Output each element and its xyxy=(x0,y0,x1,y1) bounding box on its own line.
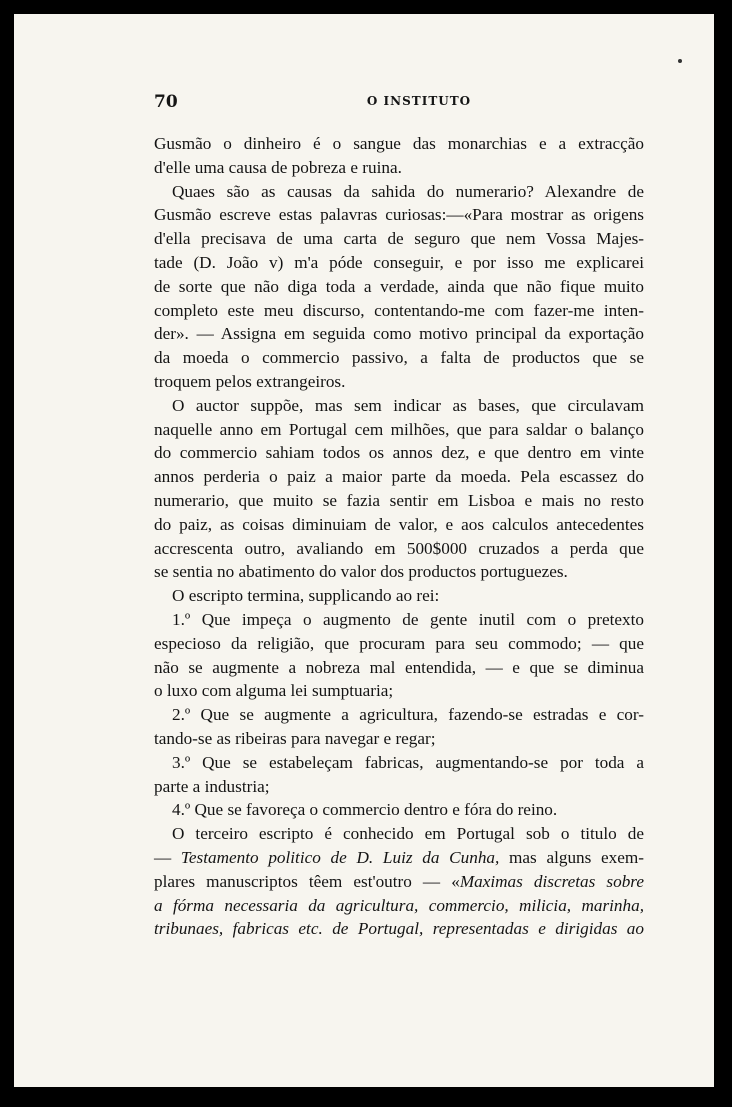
text-line: O auctor suppõe, mas sem indicar as bases, que circulavam xyxy=(172,395,644,415)
text-line: do paiz, as coisas diminuiam de valor, e aos calculos antecedentes xyxy=(154,514,644,534)
text-line: tando-se as ribeiras para navegar e regar; xyxy=(154,728,436,748)
text-line xyxy=(154,846,644,870)
text-line: Quaes são as causas da sahida do numerario? Alexandre de xyxy=(172,181,644,201)
text-line: da moeda o commercio passivo, a falta de productos que se xyxy=(154,348,644,368)
text-line: não se augmente a nobreza mal entendida, — e que se diminua xyxy=(154,657,644,677)
text-line: O terceiro escripto é conhecido em Portugal sob o titulo de xyxy=(172,824,644,844)
text-line: d'ella precisava de uma carta de seguro que nem Vossa Majes- xyxy=(154,229,644,249)
text-line: d'elle uma causa de pobreza e ruina. xyxy=(154,157,402,177)
text-line: completo este meu discurso, contentando-me com fazer-me inten- xyxy=(154,300,644,320)
body-text xyxy=(154,132,644,941)
text-line: 4.º Que se favoreça o commercio dentro e fóra do reino. xyxy=(172,800,558,820)
text-run: plares manuscriptos têem est'outro — « xyxy=(154,871,460,891)
text-line: Gusmão o dinheiro é o sangue das monarchias e a extracção xyxy=(154,134,644,153)
text-line: O escripto termina, supplicando ao rei: xyxy=(172,586,440,606)
text-line: accrescenta outro, avaliando em 500$000 cruzados a perda que xyxy=(154,538,644,558)
paragraph xyxy=(154,584,644,608)
text-run: — xyxy=(154,847,181,867)
text-line: tribunaes, fabricas etc. de Portugal, representadas e dirigidas ao xyxy=(154,919,644,939)
page-header xyxy=(154,92,644,114)
text-line: 2.º Que se augmente a agricultura, fazendo-se estradas e cor- xyxy=(172,705,644,725)
paragraph xyxy=(154,180,644,394)
paragraph xyxy=(154,822,644,941)
text-line: troquem pelos extrangeiros. xyxy=(154,371,346,391)
text-line: 3.º Que se estabeleçam fabricas, augmentando-se por toda a xyxy=(172,752,644,772)
text-line: naquelle anno em Portugal cem milhões, que para saldar o balanço xyxy=(154,419,644,439)
page-number: 70 xyxy=(154,92,178,112)
list-item xyxy=(154,798,644,822)
book-title: Testamento politico de D. Luiz da Cunha, xyxy=(180,847,500,867)
paragraph xyxy=(154,132,644,180)
print-speck xyxy=(678,59,682,63)
text-line: o luxo com alguma lei sumptuaria; xyxy=(154,681,394,701)
text-line: do commercio sahiam todos os annos dez, e que dentro em vinte xyxy=(154,443,644,463)
text-line xyxy=(154,870,644,894)
text-line: a fórma necessaria da agricultura, commercio, milicia, marinha, xyxy=(154,895,644,915)
text-line: de sorte que não diga toda a verdade, ainda que não fique muito xyxy=(154,276,644,296)
text-line: der». — Assigna em seguida como motivo principal da exportação xyxy=(154,324,644,344)
book-page xyxy=(14,14,714,1087)
text-line: parte a industria; xyxy=(154,776,270,796)
text-run: mas alguns exem- xyxy=(499,847,645,867)
paragraph xyxy=(154,394,644,584)
text-line: 1.º Que impeça o augmento de gente inutil com o pretexto xyxy=(172,609,644,629)
text-line: se sentia no abatimento do valor dos productos portuguezes. xyxy=(154,562,568,582)
list-item xyxy=(154,703,644,751)
text-line: annos perderia o paiz a maior parte da moeda. Pela escassez do xyxy=(154,467,644,487)
book-title: Maximas discretas sobre xyxy=(459,871,644,891)
text-line: Gusmão escreve estas palavras curiosas:—«Para mostrar as origens xyxy=(154,205,644,225)
text-line: tade (D. João v) m'a póde conseguir, e por isso me explicarei xyxy=(154,252,644,272)
list-item xyxy=(154,608,644,703)
running-title: O INSTITUTO xyxy=(366,94,472,108)
text-line: especioso da religião, que procuram para seu commodo; — que xyxy=(154,633,644,653)
list-item xyxy=(154,751,644,799)
text-line: numerario, que muito se fazia sentir em Lisboa e mais no resto xyxy=(154,490,644,510)
